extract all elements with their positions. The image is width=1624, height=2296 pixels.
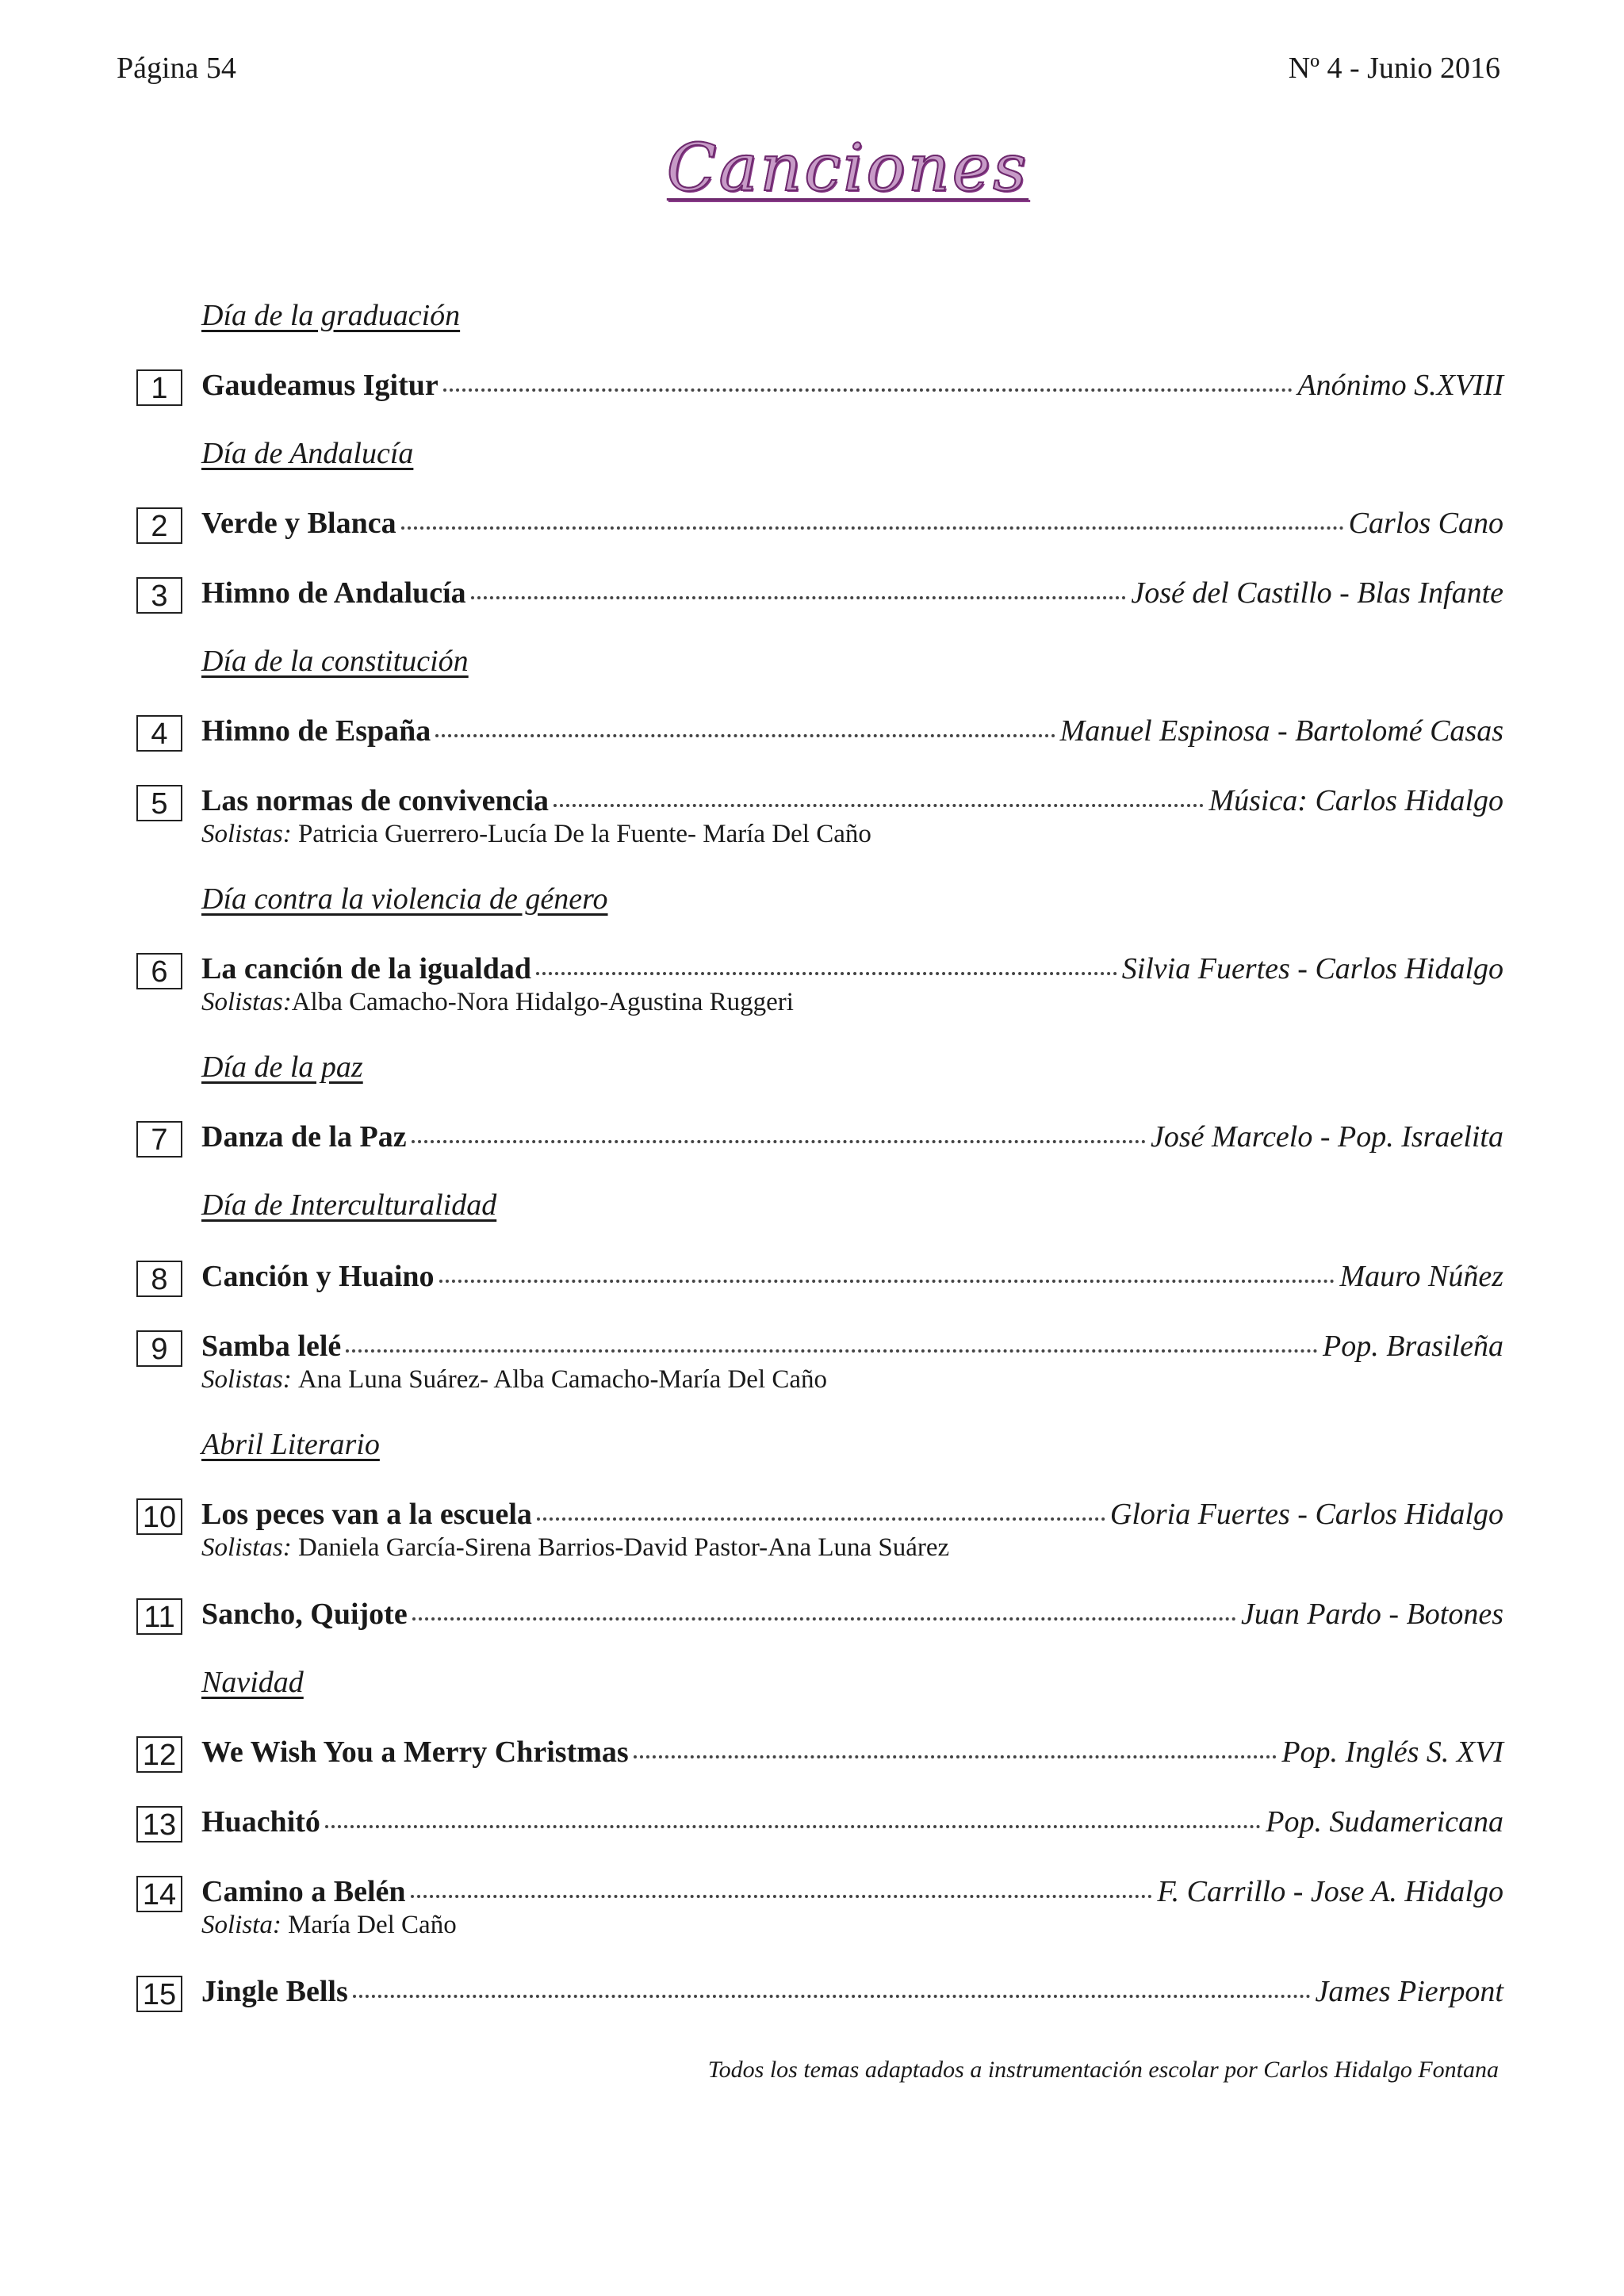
- song-title: Verde y Blanca: [201, 507, 396, 540]
- song-title: Himno de España: [201, 714, 431, 748]
- song-author: Mauro Núñez: [1339, 1260, 1503, 1293]
- song-number: 3: [136, 577, 182, 614]
- soloists-9: [201, 1365, 827, 1395]
- song-author: Pop. Brasileña: [1323, 1330, 1503, 1363]
- dot-leader: [353, 1988, 1311, 1998]
- issue-date: Nº 4 - Junio 2016: [1288, 52, 1500, 85]
- song-number: 6: [136, 953, 182, 989]
- song-author: Manuel Espinosa - Bartolomé Casas: [1059, 714, 1503, 748]
- soloists-names: Patricia Guerrero-Lucía De la Fuente- María Del Caño: [297, 820, 871, 848]
- soloists-label: Solistas:: [201, 1365, 298, 1394]
- dot-leader: [553, 798, 1204, 807]
- section-paz: Día de la paz: [201, 1050, 363, 1084]
- dot-leader: [412, 1611, 1236, 1621]
- song-author: Gloria Fuertes - Carlos Hidalgo: [1109, 1498, 1503, 1531]
- song-title: Jingle Bells: [201, 1975, 348, 2008]
- soloists-10: [201, 1533, 949, 1563]
- song-10: [136, 1495, 1503, 1533]
- page-title-text: Canciones: [666, 131, 1029, 206]
- song-author: Juan Pardo - Botones: [1240, 1598, 1503, 1631]
- song-number: 13: [136, 1806, 182, 1843]
- song-15: [136, 1973, 1503, 2011]
- song-number: 15: [136, 1976, 182, 2012]
- song-title: La canción de la igualdad: [201, 952, 531, 985]
- dot-leader: [435, 728, 1055, 737]
- song-title: Danza de la Paz: [201, 1120, 407, 1154]
- song-number: 4: [136, 715, 182, 752]
- soloists-label: Solistas:: [201, 1533, 298, 1562]
- song-number: 11: [136, 1598, 182, 1635]
- song-author: F. Carrillo - Jose A. Hidalgo: [1157, 1875, 1503, 1908]
- song-number: 7: [136, 1121, 182, 1158]
- song-3: [136, 574, 1503, 612]
- song-14: [136, 1873, 1503, 1911]
- dot-leader: [325, 1819, 1261, 1828]
- song-6: [136, 950, 1503, 988]
- dot-leader: [443, 382, 1293, 392]
- soloists-names: Daniela García-Sirena Barrios-David Pastor-Ana Luna Suárez: [297, 1533, 950, 1562]
- song-title: Gaudeamus Igitur: [201, 369, 439, 402]
- song-title: We Wish You a Merry Christmas: [201, 1735, 629, 1769]
- soloists-names: Alba Camacho-Nora Hidalgo-Agustina Ruggeri: [291, 988, 794, 1016]
- song-number: 8: [136, 1261, 182, 1297]
- section-violencia: Día contra la violencia de género: [201, 882, 608, 916]
- song-9: [136, 1327, 1503, 1365]
- section-interculturalidad: Día de Interculturalidad: [201, 1188, 497, 1222]
- song-7: [136, 1118, 1503, 1156]
- dot-leader: [401, 520, 1344, 530]
- soloists-label: Solistas:: [201, 988, 292, 1016]
- song-number: 1: [136, 369, 182, 406]
- song-number: 10: [136, 1498, 182, 1535]
- song-number: 9: [136, 1330, 182, 1367]
- dot-leader: [537, 1511, 1105, 1521]
- section-abril-literario: Abril Literario: [201, 1428, 380, 1461]
- song-author: José Marcelo - Pop. Israelita: [1151, 1120, 1503, 1154]
- song-author: Música: Carlos Hidalgo: [1208, 784, 1503, 817]
- song-author: Anónimo S.XVIII: [1297, 369, 1503, 402]
- song-5: [136, 782, 1503, 820]
- song-number: 12: [136, 1736, 182, 1773]
- soloists-6: [201, 988, 794, 1017]
- song-title: Samba lelé: [201, 1330, 342, 1363]
- section-navidad: Navidad: [201, 1666, 304, 1699]
- page-title: [0, 131, 1624, 206]
- soloists-names: María Del Caño: [288, 1911, 457, 1939]
- song-title: Los peces van a la escuela: [201, 1498, 532, 1531]
- section-andalucia: Día de Andalucía: [201, 437, 414, 470]
- song-title: Sancho, Quijote: [201, 1598, 408, 1631]
- song-author: Silvia Fuertes - Carlos Hidalgo: [1121, 952, 1503, 985]
- song-8: [136, 1257, 1503, 1295]
- song-author: Carlos Cano: [1348, 507, 1503, 540]
- song-2: [136, 504, 1503, 542]
- song-title: Himno de Andalucía: [201, 576, 466, 610]
- dot-leader: [412, 1134, 1146, 1143]
- dot-leader: [439, 1273, 1335, 1283]
- song-number: 5: [136, 785, 182, 821]
- song-13: [136, 1803, 1503, 1841]
- dot-leader: [411, 1888, 1153, 1898]
- soloists-label: Solistas:: [201, 820, 298, 848]
- section-graduacion: Día de la graduación: [201, 299, 461, 332]
- dot-leader: [471, 590, 1127, 599]
- song-author: Pop. Sudamericana: [1266, 1805, 1503, 1839]
- song-11: [136, 1595, 1503, 1633]
- song-author: Pop. Inglés S. XVI: [1281, 1735, 1503, 1769]
- page-number: Página 54: [117, 52, 236, 85]
- song-number: 14: [136, 1876, 182, 1912]
- dot-leader: [346, 1343, 1318, 1353]
- song-4: [136, 712, 1503, 750]
- soloists-5: [201, 820, 871, 849]
- dot-leader: [634, 1749, 1277, 1758]
- soloists-14: [201, 1911, 457, 1940]
- song-title: Las normas de convivencia: [201, 784, 550, 817]
- dot-leader: [536, 966, 1117, 975]
- soloists-label: Solista:: [201, 1911, 289, 1939]
- song-author: José del Castillo - Blas Infante: [1131, 576, 1503, 610]
- song-title: Camino a Belén: [201, 1875, 406, 1908]
- soloists-names: Ana Luna Suárez- Alba Camacho-María Del Caño: [297, 1365, 828, 1394]
- footer-note: Todos los temas adaptados a instrumentación escolar por Carlos Hidalgo Fontana: [707, 2057, 1499, 2083]
- section-constitucion: Día de la constitución: [201, 645, 469, 678]
- song-1: [136, 366, 1503, 404]
- song-title: Huachitó: [201, 1805, 320, 1839]
- song-12: [136, 1733, 1503, 1771]
- song-number: 2: [136, 507, 182, 544]
- song-title: Canción y Huaino: [201, 1260, 435, 1293]
- song-author: James Pierpont: [1315, 1975, 1503, 2008]
